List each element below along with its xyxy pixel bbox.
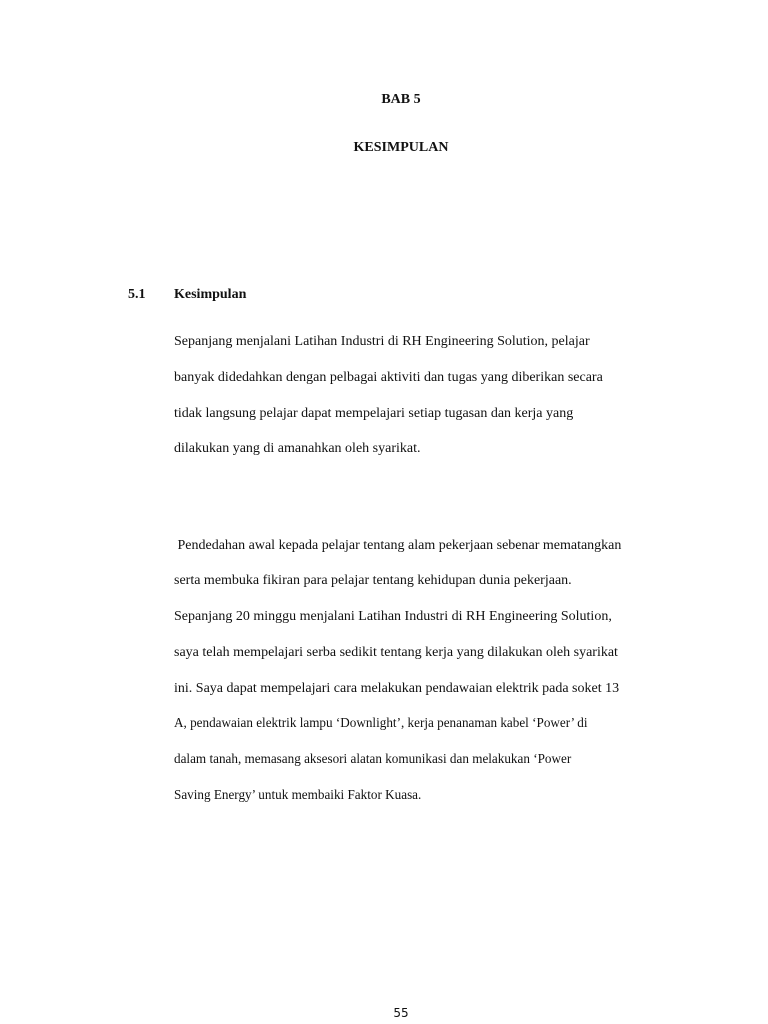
paragraph-line: dilakukan yang di amanahkan oleh syarikat.	[174, 441, 421, 456]
page-number: 55	[393, 1006, 409, 1020]
paragraph-line: serta membuka fikiran para pelajar tentang kehidupan dunia pekerjaan.	[174, 573, 572, 588]
paragraph-line	[174, 716, 614, 732]
paragraph-line: ini. Saya dapat mempelajari cara melakukan pendawaian elektrik pada soket 13	[174, 681, 620, 696]
section-heading	[128, 287, 246, 303]
paragraph-line: banyak didedahkan dengan pelbagai aktiviti dan tugas yang diberikan secara	[174, 370, 603, 385]
paragraph-line: Pendedahan awal kepada pelajar tentang alam pekerjaan sebenar mematangkan	[174, 538, 622, 553]
chapter-title: KESIMPULAN	[353, 140, 449, 155]
paragraph-line-text: Saving Energy’ untuk membaiki Faktor Kuasa.	[174, 788, 422, 803]
paragraph-line: Sepanjang 20 minggu menjalani Latihan Industri di RH Engineering Solution,	[174, 609, 612, 624]
paragraph-line	[174, 752, 597, 768]
paragraph-line: Sepanjang menjalani Latihan Industri di RH Engineering Solution, pelajar	[174, 334, 590, 349]
paragraph-line-text: dalam tanah, memasang aksesori alatan komunikasi dan melakukan ‘Power	[174, 752, 572, 767]
section-title: Kesimpulan	[174, 287, 247, 302]
paragraph-line: tidak langsung pelajar dapat mempelajari setiap tugasan dan kerja yang	[174, 406, 574, 421]
paragraph-line-text: A, pendawaian elektrik lampu ‘Downlight’, kerja penanaman kabel ‘Power’ di	[174, 716, 588, 731]
paragraph-line: saya telah mempelajari serba sedikit tentang kerja yang dilakukan oleh syarikat	[174, 645, 618, 660]
section-number: 5.1	[128, 287, 146, 302]
chapter-number: BAB 5	[381, 92, 421, 107]
paragraph-line	[174, 788, 437, 804]
